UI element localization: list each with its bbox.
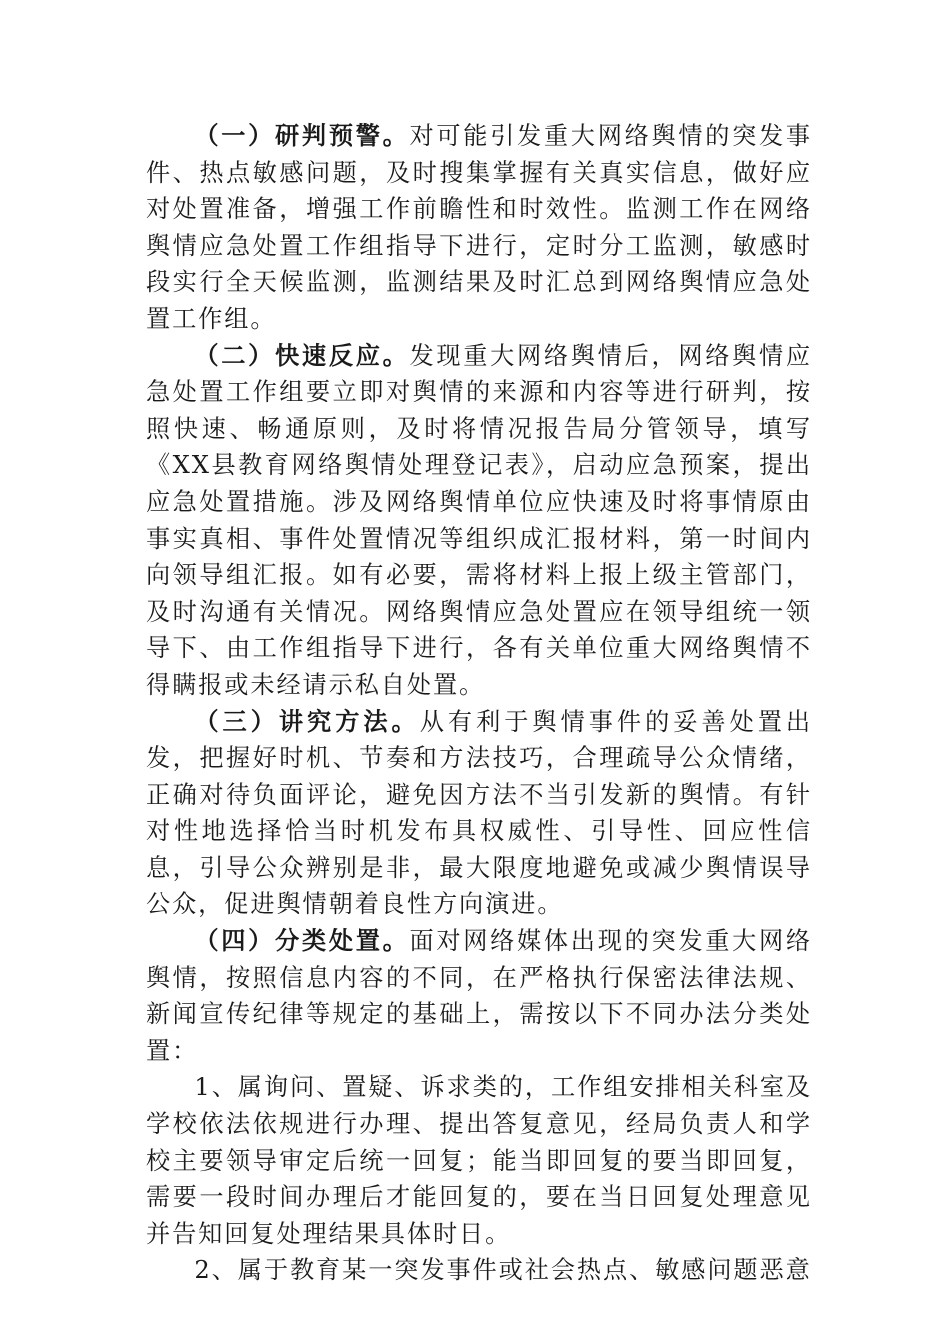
paragraph-text: 对可能引发重大网络舆情的突发事件、热点敏感问题，及时搜集掌握有关真实信息，做好应对处置准备，增强工作前瞻性和时效性。监测工作在网络舆情应急处置工作组指导下进行，定时分工监测，敏感时段实行全天候监测，监测结果及时汇总到网络舆情应急处置工作组。 xyxy=(146,122,812,333)
paragraph-text: 2、属于教育某一突发事件或社会热点、敏感问题恶意 xyxy=(194,1256,812,1285)
paragraph-text: 1、属询问、置疑、诉求类的，工作组安排相关科室及学校依法依规进行办理、提出答复意见，经局负责人和学校主要领导审定后统一回复；能当即回复的要当即回复，需要一段时间办理后才能回复的，要在当日回复处理意见并告知回复处理结果具体时日。 xyxy=(146,1073,812,1248)
paragraph-method xyxy=(146,704,812,924)
paragraph-classified-handling xyxy=(146,923,812,1069)
paragraph-rapid-response xyxy=(146,338,812,704)
paragraph-heading: （一）研判预警。 xyxy=(194,121,410,150)
list-item-1 xyxy=(146,1069,812,1252)
list-item-2 xyxy=(146,1252,812,1289)
paragraph-text: 面对网络媒体出现的突发重大网络舆情，按照信息内容的不同，在严格执行保密法律法规、新闻宣传纪律等规定的基础上，需按以下不同办法分类处置： xyxy=(146,927,812,1065)
paragraph-heading: （三）讲究方法。 xyxy=(194,706,420,736)
document-body xyxy=(146,118,812,1289)
paragraph-heading: （二）快速反应。 xyxy=(194,340,410,370)
paragraph-text: 发现重大网络舆情后，网络舆情应急处置工作组要立即对舆情的来源和内容等进行研判，按照快速、畅通原则，及时将情况报告局分管领导，填写《XX县教育网络舆情处理登记表》，启动应急预案，提出应急处置措施。涉及网络舆情单位应快速及时将事情原由事实真相、事件处置情况等组织成汇报材料，第一时间内向领导组汇报。如有必要，需将材料上报上级主管部门，及时沟通有关情况。网络舆情应急处置应在领导组统一领导下、由工作组指导下进行，各有关单位重大网络舆情不得瞒报或未经请示私自处置。 xyxy=(146,341,812,699)
paragraph-text: 从有利于舆情事件的妥善处置出发，把握好时机、节奏和方法技巧，合理疏导公众情绪，正确对待负面评论，避免因方法不当引发新的舆情。有针对性地选择恰当时机发布具权威性、引导性、回应性信息，引导公众辨别是非，最大限度地避免或减少舆情误导公众，促进舆情朝着良性方向演进。 xyxy=(146,707,812,919)
paragraph-heading: （四）分类处置。 xyxy=(194,926,410,956)
paragraph-research-warning xyxy=(146,118,812,338)
